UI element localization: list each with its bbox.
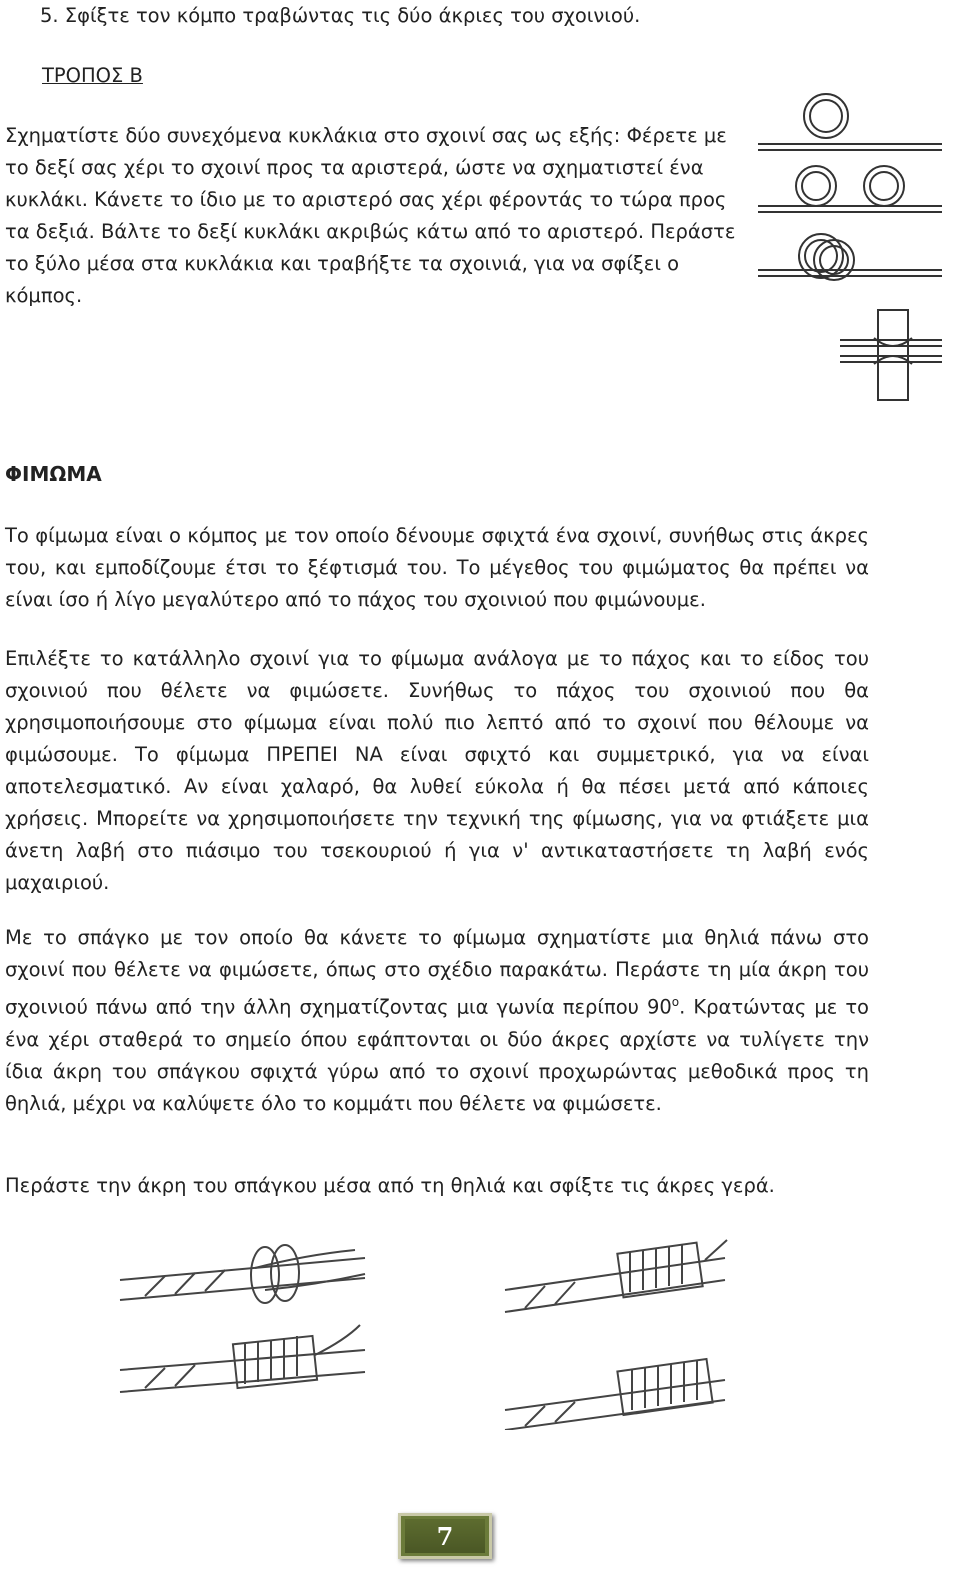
fimoma-paragraph-4: Περάστε την άκρη του σπάγκου μέσα από τη θηλιά και σφίξτε τις άκρες γερά. xyxy=(5,1174,775,1197)
method-b-heading: ΤΡΟΠΟΣ Β xyxy=(42,64,143,87)
fimoma-paragraph-3 xyxy=(5,922,869,1120)
method-b-paragraph: Σχηματίστε δύο συνεχόμενα κυκλάκια στο σχοινί σας ως εξής: Φέρετε με το δεξί σας χέρι το σχοινί προς τα αριστερά, ώστε να σχηματιστεί ένα κυκλάκι. Κάνετε το ίδιο με το αριστερό σας χέρι φέροντάς το τώρα προς τα δεξιά. Βάλτε το δεξί κυκλάκι ακριβώς κάτω από το αριστερό. Περάστε το ξύλο μέσα στα κυκλάκια και τραβήξτε τα σχοινιά, για να σφίξει ο κόμπος. xyxy=(5,124,736,307)
fimoma-paragraph-2: Επιλέξτε το κατάλληλο σχοινί για το φίμωμα ανάλογα με το πάχος και το είδος του σχοινιού που θέλετε να φιμώσετε. Συνήθως το πάχος του σχοινιού που θα χρησιμοποιήσουμε στο φίμωμα είναι πολύ πιο λεπτό από το σχοινί που θέλουμε να φιμώσουμε. Το φίμωμα ΠΡΕΠΕΙ ΝΑ είναι σφιχτό και συμμετρικό, για να είναι αποτελεσματικό. Αν είναι χαλαρό, θα λυθεί εύκολα ή θα πέσει μετά από κάποιες χρήσεις. Μπορείτε να χρησιμοποιήσετε την τεχνική της φίμωσης, για να φτιάξετε μια άνετη λαβή στο πιάσιμο του τσεκουριού ή για ν' αντικαταστήσετε τη λαβή ενός μαχαιριού. xyxy=(5,647,869,894)
page-number: 7 xyxy=(436,1521,454,1551)
degree-sup: ο xyxy=(671,995,680,1009)
section-heading-fimoma: ΦΙΜΩΜΑ xyxy=(5,462,102,486)
page-number-badge xyxy=(398,1513,492,1559)
p3-rest: . Κρατώντας με το ένα χέρι σταθερά το σημείο όπου εφάπτονται οι δύο άκρες αρχίστε να τυλίγετε την ίδια άκρη του σπάγκου σφιχτά γύρω από το σχοινί προχωρώντας μεθοδικά προς τη θηλιά, μέχρι να καλύψετε όλο το κομμάτι που θέλετε να φιμώσετε. xyxy=(5,995,869,1115)
step-5-text: 5. Σφίξτε τον κόμπο τραβώντας τις δύο άκριες του σχοινιού. xyxy=(40,4,641,27)
page-number-inner xyxy=(405,1519,485,1553)
p3-main: Με το σπάγκο με τον οποίο θα κάνετε το φίμωμα σχηματίστε μια θηλιά πάνω στο σχοινί που θέλετε να φιμώσετε, όπως στο σχέδιο παρακάτω. Περάστε τη μία άκρη του σχοινιού πάνω από την άλλη σχηματίζοντας μια γωνία περίπου 90 xyxy=(5,926,869,1019)
knot-steps-illustration xyxy=(756,88,946,404)
fimoma-paragraph-1: Το φίμωμα είναι ο κόμπος με τον οποίο δένουμε σφιχτά ένα σχοινί, συνήθως στις άκρες του, και εμποδίζουμε έτσι το ξέφτισμά του. Το μέγεθος του φιμώματος θα πρέπει να είναι ίσο ή λίγο μεγαλύτερο από το πάχος του σχοινιού που φιμώνουμε. xyxy=(5,524,869,611)
whipping-steps-illustration xyxy=(115,1230,845,1430)
